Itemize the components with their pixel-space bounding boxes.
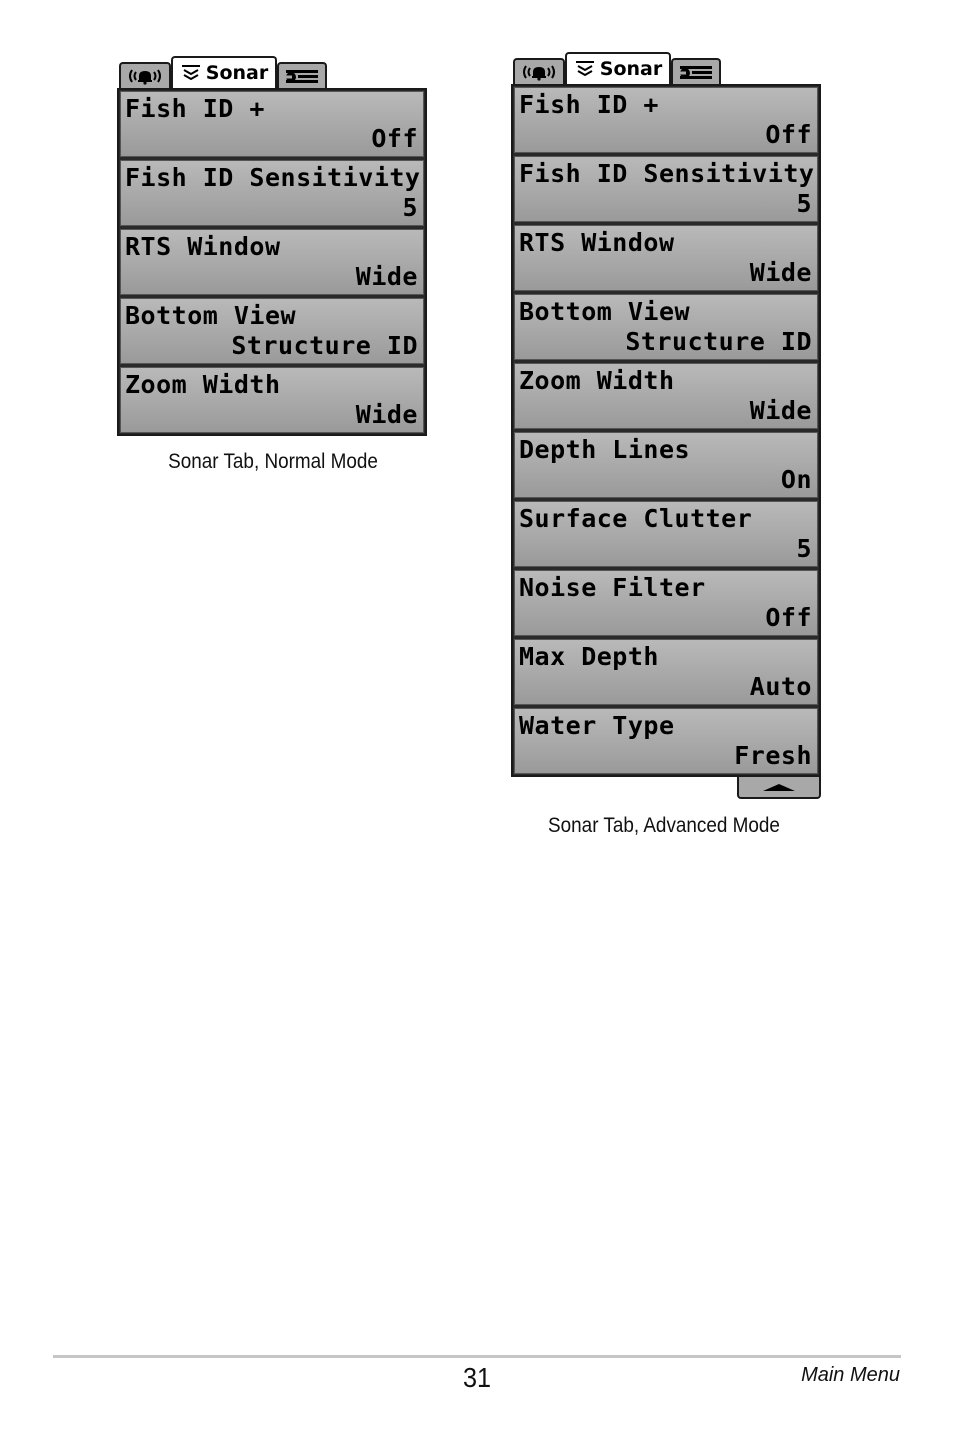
menu-item-fish-id-plus[interactable] [514, 87, 818, 153]
alarm-bell-icon [519, 63, 559, 81]
menu-item-label: Water Type [519, 711, 675, 740]
menu-tabs [117, 56, 427, 88]
sonar-beam-icon [574, 60, 596, 78]
menu-item-label: Bottom View [125, 301, 297, 330]
menu-item-label: Bottom View [519, 297, 691, 326]
menu-item-rts-window[interactable] [514, 225, 818, 291]
setup-wrench-icon [676, 63, 716, 81]
menu-item-label: Fish ID + [125, 94, 265, 123]
menu-item-surface-clutter[interactable] [514, 501, 818, 567]
menu-item-fish-id-sensitivity[interactable] [514, 156, 818, 222]
caption-normal-mode: Sonar Tab, Normal Mode [168, 450, 378, 473]
menu-item-label: Noise Filter [519, 573, 706, 602]
menu-item-value: 5 [796, 534, 812, 563]
menu-item-value: Structure ID [625, 327, 812, 356]
footer-rule [53, 1355, 901, 1358]
scroll-up-button[interactable] [737, 777, 821, 799]
menu-item-value: Wide [749, 396, 812, 425]
menu-item-label: Surface Clutter [519, 504, 753, 533]
menu-item-value: 5 [796, 189, 812, 218]
menu-item-value: Off [371, 124, 418, 153]
menu-tabs [511, 52, 821, 84]
menu-item-rts-window[interactable] [120, 229, 424, 295]
menu-item-bottom-view[interactable] [514, 294, 818, 360]
tab-alarms[interactable] [513, 58, 565, 84]
menu-item-label: Zoom Width [519, 366, 675, 395]
menu-item-fish-id-plus[interactable] [120, 91, 424, 157]
section-name: Main Menu [801, 1364, 900, 1386]
menu-item-zoom-width[interactable] [514, 363, 818, 429]
sonar-beam-icon [180, 64, 202, 82]
menu-item-label: Depth Lines [519, 435, 691, 464]
menu-item-value: On [780, 465, 812, 494]
menu-item-value: Wide [355, 400, 418, 429]
menu-list [117, 88, 427, 436]
tab-setup[interactable] [277, 62, 327, 88]
menu-item-fish-id-sensitivity[interactable] [120, 160, 424, 226]
tab-sonar-label: Sonar [599, 58, 663, 80]
menu-item-label: Zoom Width [125, 370, 281, 399]
menu-item-value: Wide [749, 258, 812, 287]
menu-item-label: RTS Window [519, 228, 675, 257]
sonar-menu-normal [117, 56, 427, 436]
menu-item-value: Auto [749, 672, 812, 701]
menu-item-label: Max Depth [519, 642, 659, 671]
page-number: 31 [462, 1362, 492, 1393]
setup-wrench-icon [282, 67, 322, 85]
sonar-menu-advanced [511, 52, 821, 777]
menu-item-depth-lines[interactable] [514, 432, 818, 498]
menu-item-value: Wide [355, 262, 418, 291]
tab-sonar[interactable] [171, 56, 277, 88]
menu-item-value: Structure ID [231, 331, 418, 360]
caption-advanced-mode: Sonar Tab, Advanced Mode [548, 814, 780, 837]
menu-list [511, 84, 821, 777]
menu-item-value: Off [765, 120, 812, 149]
menu-item-label: Fish ID Sensitivity [519, 159, 815, 188]
tab-setup[interactable] [671, 58, 721, 84]
tab-alarms[interactable] [119, 62, 171, 88]
menu-item-value: Off [765, 603, 812, 632]
menu-item-bottom-view[interactable] [120, 298, 424, 364]
menu-item-value: 5 [402, 193, 418, 222]
menu-item-value: Fresh [734, 741, 812, 770]
menu-item-label: RTS Window [125, 232, 281, 261]
menu-item-max-depth[interactable] [514, 639, 818, 705]
menu-item-zoom-width[interactable] [120, 367, 424, 433]
menu-item-label: Fish ID Sensitivity [125, 163, 421, 192]
tab-sonar[interactable] [565, 52, 671, 84]
menu-item-label: Fish ID + [519, 90, 659, 119]
scroll-up-arrow-icon [761, 782, 797, 792]
menu-item-noise-filter[interactable] [514, 570, 818, 636]
menu-item-water-type[interactable] [514, 708, 818, 774]
tab-sonar-label: Sonar [205, 62, 269, 84]
alarm-bell-icon [125, 67, 165, 85]
